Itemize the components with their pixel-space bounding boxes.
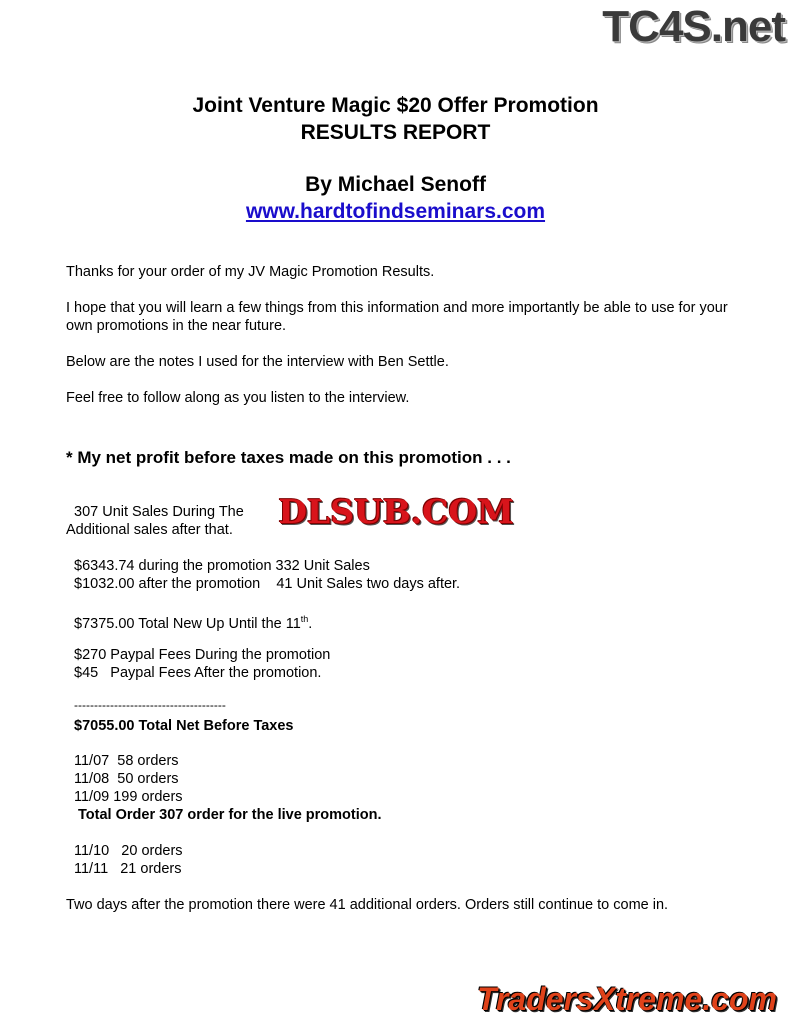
revenue-total-suffix: .	[308, 615, 313, 632]
title-line-1: Joint Venture Magic $20 Offer Promotion	[192, 94, 599, 117]
intro-paragraph-3: Below are the notes I used for the interview with Ben Settle.	[66, 354, 449, 370]
closing-paragraph: Two days after the promotion there were 41 additional orders. Orders still continue to come in.	[66, 897, 669, 913]
order-day-1109: 11/09 199 orders	[74, 789, 183, 805]
orders-total: Total Order 307 order for the live promotion.	[74, 807, 382, 823]
revenue-total-text: $7375.00 Total New Up Until the 11	[74, 615, 301, 632]
order-day-1107: 11/07 58 orders	[74, 753, 179, 769]
net-total: $7055.00 Total Net Before Taxes	[74, 718, 294, 734]
tradersxtreme-watermark: TradersXtreme.com	[477, 981, 777, 1017]
revenue-after: $1032.00 after the promotion 41 Unit Sales two days after.	[74, 576, 461, 592]
fees-after: $45 Paypal Fees After the promotion.	[74, 665, 322, 681]
order-day-1108: 11/08 50 orders	[74, 771, 179, 787]
report-title	[0, 92, 791, 225]
dlsub-watermark: DLSUB.COM	[257, 495, 535, 529]
intro-paragraph-4: Feel free to follow along as you listen to the interview.	[66, 390, 410, 406]
divider-line: --------------------------------------	[74, 698, 226, 712]
sales-line-2: Additional sales after that.	[66, 522, 233, 538]
sales-line-1: 307 Unit Sales During The	[74, 504, 244, 520]
intro-paragraph-2: I hope that you will learn a few things from this information and more importantly be able to use for your own promotions in the near future.	[66, 300, 728, 334]
revenue-total-sup: th	[300, 614, 309, 624]
website-link[interactable]: www.hardtofindseminars.com	[245, 200, 546, 223]
intro-text	[66, 263, 746, 407]
order-day-1110: 11/10 20 orders	[74, 843, 183, 859]
title-line-2: RESULTS REPORT	[300, 121, 491, 144]
order-day-1111: 11/11 21 orders	[74, 861, 182, 877]
revenue-during: $6343.74 during the promotion 332 Unit Sales	[74, 558, 370, 574]
revenue-total	[66, 610, 312, 633]
author-byline: By Michael Senoff	[305, 173, 486, 196]
profit-heading: * My net profit before taxes made on this promotion . . .	[66, 448, 511, 467]
intro-paragraph-1: Thanks for your order of my JV Magic Promotion Results.	[66, 264, 435, 280]
fees-during: $270 Paypal Fees During the promotion	[74, 647, 331, 663]
tc4s-watermark: TC4S.net	[602, 2, 785, 51]
